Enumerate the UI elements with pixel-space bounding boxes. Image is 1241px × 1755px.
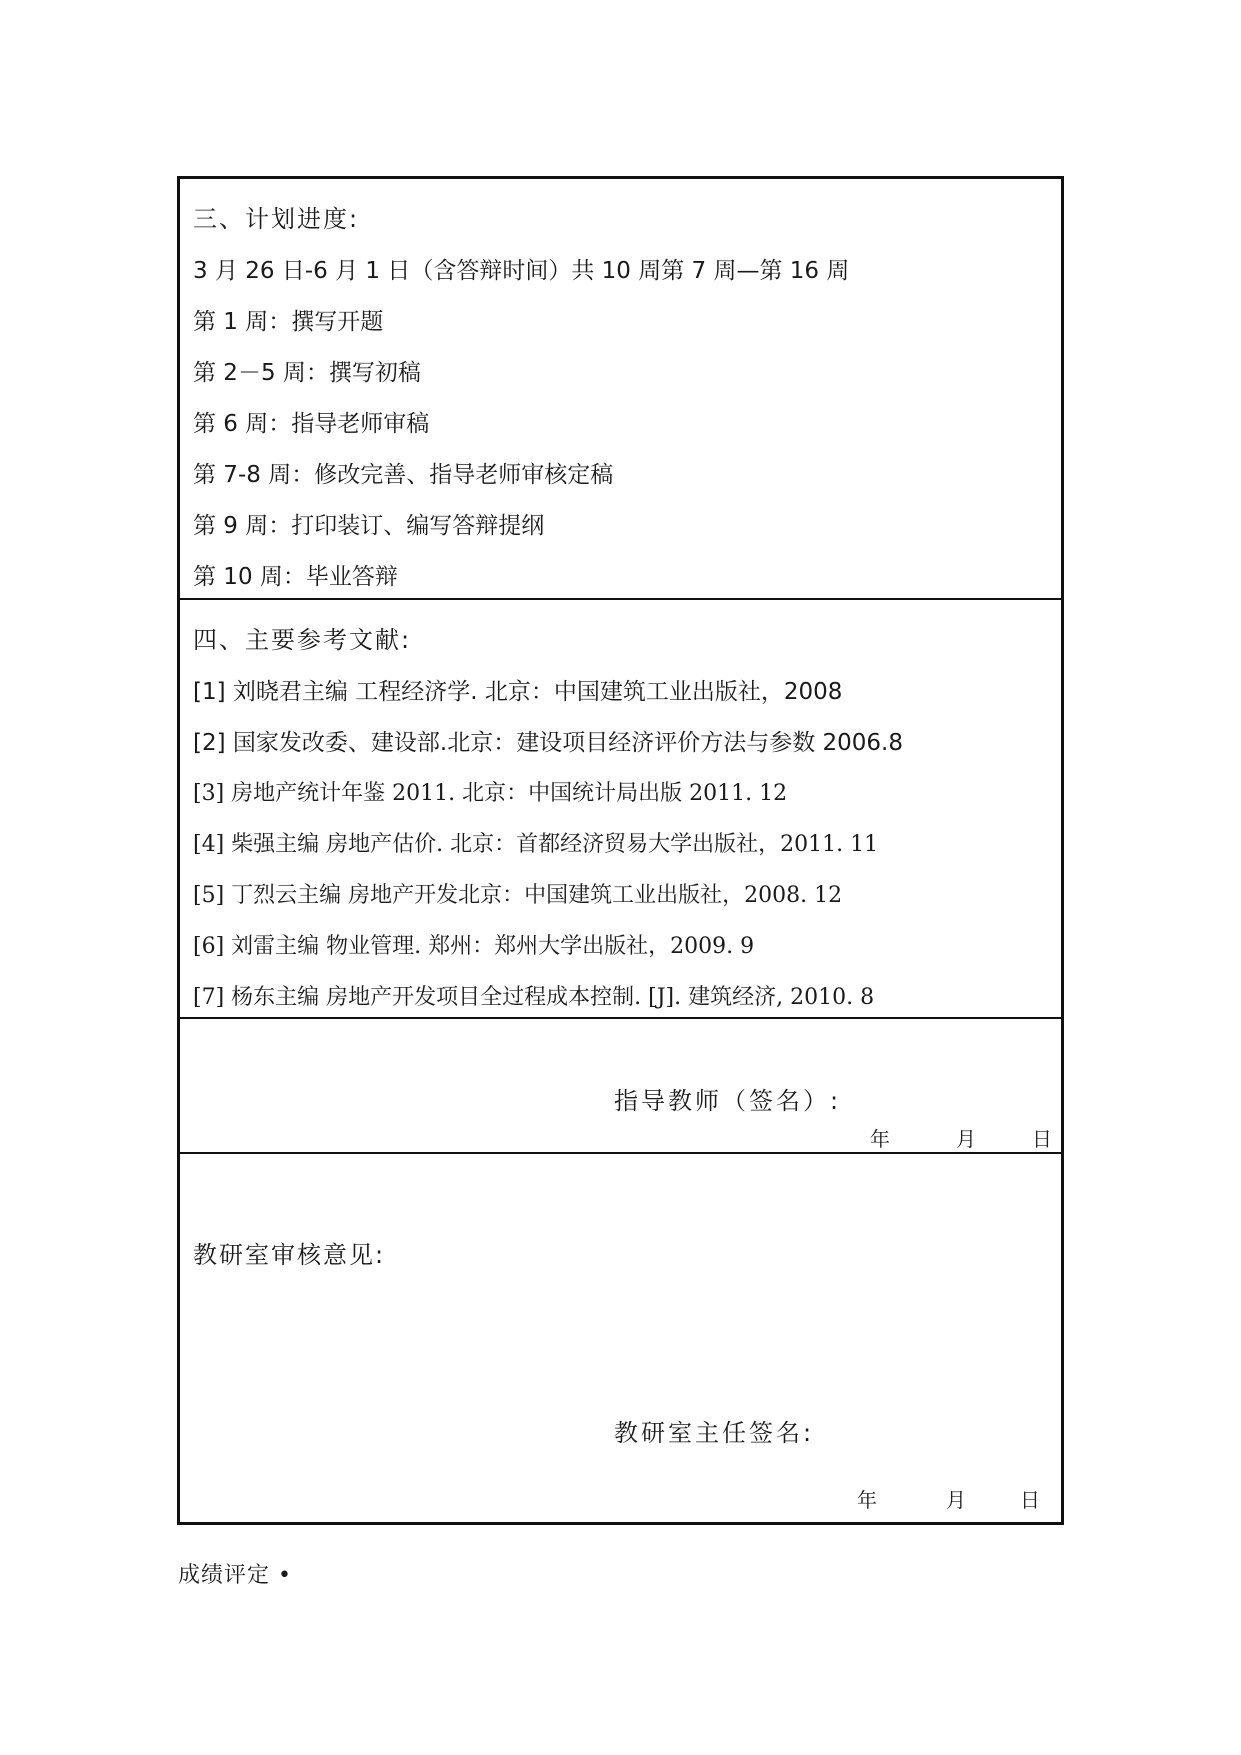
reference-item: [7] 杨东主编 房地产开发项目全过程成本控制. [J]. 建筑经济, 2010. 8 bbox=[193, 985, 875, 1010]
schedule-heading: 三、计划进度: bbox=[193, 205, 360, 233]
grade-evaluation-label: 成绩评定 • bbox=[178, 1563, 292, 1588]
schedule-section bbox=[180, 179, 1061, 600]
proposal-form-table bbox=[177, 176, 1064, 1525]
reference-item: [3] 房地产统计年鉴 2011. 北京：中国统计局出版 2011. 12 bbox=[193, 781, 788, 806]
reference-item: [1] 刘晓君主编 工程经济学. 北京：中国建筑工业出版社，2008 bbox=[193, 679, 843, 705]
office-review-section bbox=[180, 1154, 1061, 1522]
reference-item: [6] 刘雷主编 物业管理. 郑州：郑州大学出版社，2009. 9 bbox=[193, 934, 755, 959]
schedule-line: 第 9 周：打印装订、编写答辩提纲 bbox=[193, 513, 545, 539]
references-section bbox=[180, 600, 1061, 1019]
date-day-label: 日 bbox=[1032, 1127, 1052, 1151]
references-heading: 四、主要参考文献: bbox=[193, 626, 412, 654]
schedule-line: 第 1 周：撰写开题 bbox=[193, 309, 384, 335]
schedule-line: 3 月 26 日-6 月 1 日（含答辩时间）共 10 周第 7 周—第 16 周 bbox=[193, 258, 850, 284]
advisor-signature-section bbox=[180, 1019, 1061, 1154]
advisor-signature-label: 指导教师（签名）: bbox=[614, 1087, 842, 1115]
date-month-label: 月 bbox=[946, 1488, 966, 1512]
director-signature-label: 教研室主任签名: bbox=[614, 1419, 815, 1447]
schedule-line: 第 2－5 周：撰写初稿 bbox=[193, 360, 421, 386]
reference-item: [4] 柴强主编 房地产估价. 北京：首都经济贸易大学出版社，2011. 11 bbox=[193, 832, 879, 857]
schedule-line: 第 10 周：毕业答辩 bbox=[193, 564, 398, 590]
reference-item: [2] 国家发改委、建设部.北京：建设项目经济评价方法与参数 2006.8 bbox=[193, 730, 903, 756]
date-year-label: 年 bbox=[870, 1127, 890, 1151]
date-year-label: 年 bbox=[857, 1488, 877, 1512]
schedule-line: 第 6 周：指导老师审稿 bbox=[193, 411, 430, 437]
date-month-label: 月 bbox=[956, 1127, 976, 1151]
date-day-label: 日 bbox=[1020, 1488, 1040, 1512]
schedule-line: 第 7-8 周：修改完善、指导老师审核定稿 bbox=[193, 462, 614, 488]
reference-item: [5] 丁烈云主编 房地产开发北京：中国建筑工业出版社，2008. 12 bbox=[193, 883, 843, 908]
office-opinion-label: 教研室审核意见: bbox=[193, 1241, 386, 1269]
